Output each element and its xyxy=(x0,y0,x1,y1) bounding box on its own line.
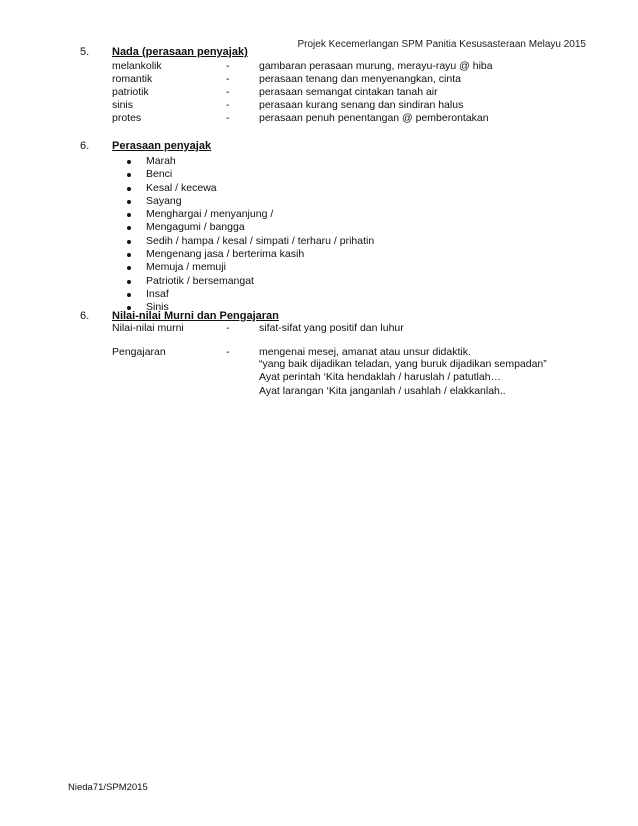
list-item-label: Memuja / memuji xyxy=(146,261,226,274)
list-item-label: Sayang xyxy=(146,194,182,207)
nada-definition: perasaan kurang senang dan sindiran halus xyxy=(259,99,464,111)
list-item-label: Patriotik / bersemangat xyxy=(146,274,254,287)
section-number: 6. xyxy=(80,140,90,152)
nada-definition: perasaan penuh penentangan @ pemberontakan xyxy=(259,112,489,124)
nada-definition: perasaan semangat cintakan tanah air xyxy=(259,86,438,98)
nada-term: melankolik xyxy=(112,60,162,72)
list-item-label: Sinis xyxy=(146,301,169,314)
perasaan-list xyxy=(112,155,374,315)
section-title: Perasaan penyajak xyxy=(112,140,212,152)
section-number: 6. xyxy=(80,310,90,322)
dash: - xyxy=(226,346,230,358)
dash: - xyxy=(226,86,230,98)
list-item-label: Kesal / kecewa xyxy=(146,181,217,194)
nada-term: protes xyxy=(112,112,142,124)
nada-row xyxy=(0,86,638,99)
bullet-icon xyxy=(127,280,131,284)
bullet-icon xyxy=(127,240,131,244)
list-item-label: Sedih / hampa / kesal / simpati / terharu / prihatin xyxy=(146,234,375,247)
list-item-label: Mengenang jasa / berterima kasih xyxy=(146,248,305,261)
section-title: Nilai-nilai Murni dan Pengajaran xyxy=(112,310,279,322)
list-item xyxy=(112,155,374,168)
list-item-label: Menghargai / menyanjung / xyxy=(146,208,274,221)
list-item xyxy=(112,235,374,248)
nilai-definition: sifat-sifat yang positif dan luhur xyxy=(259,322,404,334)
pengajaran-row xyxy=(0,371,638,384)
dash: - xyxy=(226,112,230,124)
nada-term: patriotik xyxy=(112,86,149,98)
list-item-label: Mengagumi / bangga xyxy=(146,221,245,234)
bullet-icon xyxy=(127,160,131,164)
bullet-icon xyxy=(127,253,131,257)
page-footer: Nieda71/SPM2015 xyxy=(68,782,148,793)
dash: - xyxy=(226,60,230,72)
nada-definition: perasaan tenang dan menyenangkan, cinta xyxy=(259,73,461,85)
nilai-row xyxy=(0,322,638,335)
bullet-icon xyxy=(127,293,131,297)
bullet-icon xyxy=(127,213,131,217)
list-item xyxy=(112,221,374,234)
bullet-icon xyxy=(127,266,131,270)
bullet-icon xyxy=(127,200,131,204)
list-item-label: Insaf xyxy=(146,287,169,300)
list-item-label: Marah xyxy=(146,155,176,167)
bullet-icon xyxy=(127,226,131,230)
nada-definition: gambaran perasaan murung, merayu-rayu @ hiba xyxy=(259,60,493,72)
dash: - xyxy=(226,73,230,85)
nada-row xyxy=(0,60,638,73)
dash: - xyxy=(226,99,230,111)
dash: - xyxy=(226,322,230,334)
nada-term: romantik xyxy=(112,73,153,85)
list-item xyxy=(112,288,374,301)
pengajaran-line: “yang baik dijadikan teladan, yang buruk dijadikan sempadan” xyxy=(259,358,547,370)
nada-row xyxy=(0,112,638,125)
nada-row xyxy=(0,73,638,86)
pengajaran-line: Ayat larangan ‘Kita janganlah / usahlah / elakkanlah.. xyxy=(259,385,506,397)
nilai-term: Nilai-nilai murni xyxy=(112,322,184,334)
section-number: 5. xyxy=(80,46,90,58)
list-item xyxy=(112,275,374,288)
list-item xyxy=(112,182,374,195)
pengajaran-line: Ayat perintah ‘Kita hendaklah / haruslah / patutlah… xyxy=(259,371,502,383)
list-item xyxy=(112,168,374,181)
bullet-icon xyxy=(127,187,131,191)
bullet-icon xyxy=(127,173,131,177)
list-item xyxy=(112,261,374,274)
nada-term: sinis xyxy=(112,99,134,111)
pengajaran-line: mengenai mesej, amanat atau unsur didaktik. xyxy=(259,346,471,358)
page-header: Projek Kecemerlangan SPM Panitia Kesusasteraan Melayu 2015 xyxy=(297,39,586,50)
list-item xyxy=(112,248,374,261)
pengajaran-term: Pengajaran xyxy=(112,346,166,358)
pengajaran-row xyxy=(0,358,638,371)
list-item-label: Benci xyxy=(146,168,173,181)
pengajaran-row xyxy=(0,385,638,398)
nada-row xyxy=(0,99,638,112)
list-item xyxy=(112,195,374,208)
list-item xyxy=(112,208,374,221)
section-title: Nada (perasaan penyajak) xyxy=(112,46,248,58)
